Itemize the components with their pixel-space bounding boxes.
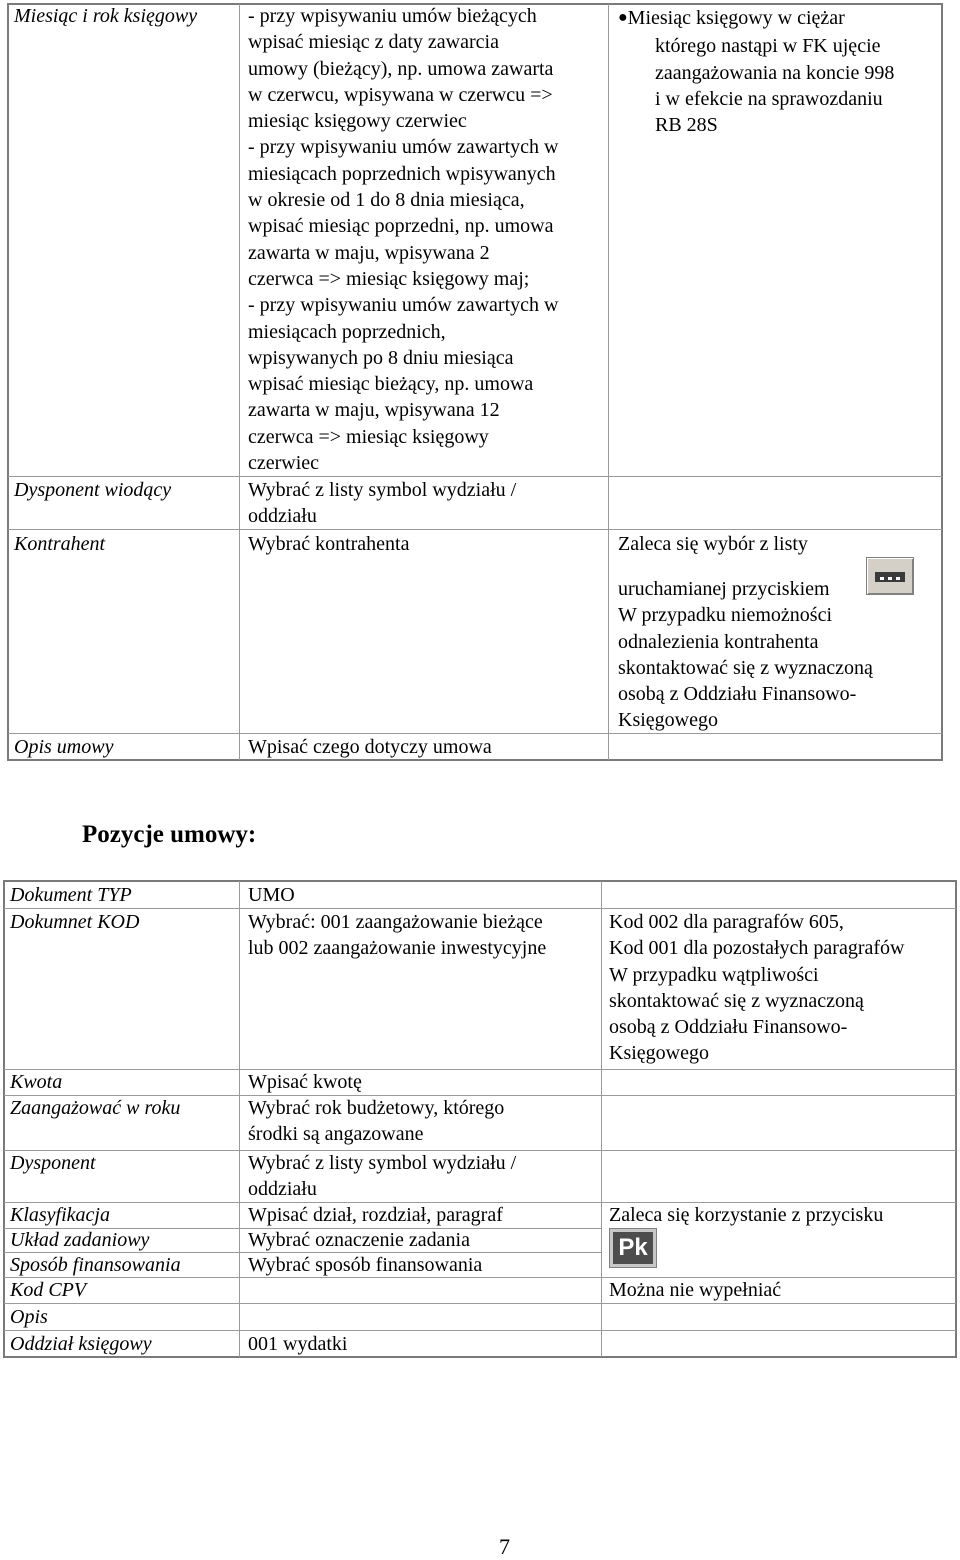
row-note-document-code bbox=[609, 909, 904, 1067]
field-label-accounting-month: Miesiąc i rok księgowy bbox=[14, 5, 198, 27]
instruction-line: wpisać miesiąc bieżący, np. umowa bbox=[248, 373, 534, 396]
instruction-line: wpisywanych po 8 dniu miesiąca bbox=[248, 346, 514, 369]
row-label-task-layout: Układ zadaniowy bbox=[10, 1229, 150, 1251]
note-line: Kod 002 dla paragrafów 605, bbox=[609, 911, 844, 933]
note-line: skontaktować się z wyznaczoną bbox=[609, 989, 864, 1012]
note-line: RB 28S bbox=[655, 114, 718, 137]
row-value-document-type: UMO bbox=[248, 884, 295, 906]
instruction-line: w okresie od 1 do 8 dnia miesiąca, bbox=[248, 189, 525, 212]
value-line: środki są angazowane bbox=[248, 1123, 424, 1146]
pk-button-icon bbox=[609, 1228, 657, 1268]
field-label-lead-disposer: Dysponent wiodący bbox=[14, 479, 172, 501]
instruction-line: - przy wpisywaniu umów zawartych w bbox=[248, 294, 559, 317]
value-line: oddziału bbox=[248, 1178, 317, 1201]
row-label-document-type: Dokument TYP bbox=[10, 884, 132, 906]
instruction-line: czerwiec bbox=[248, 452, 320, 475]
contractor-note bbox=[618, 576, 873, 734]
row-value-classification: Wpisać dział, rozdział, paragraf bbox=[248, 1204, 503, 1226]
instruction-line: wpisać miesiąc poprzedni, np. umowa bbox=[248, 215, 554, 238]
row-value-commit-year bbox=[248, 1095, 504, 1148]
note-line: osobą z Oddziału Finansowo- bbox=[618, 683, 857, 706]
row-label-classification: Klasyfikacja bbox=[10, 1204, 110, 1226]
note-line: W przypadku wątpliwości bbox=[609, 963, 819, 986]
instruction-line: wpisać miesiąc z daty zawarcia bbox=[248, 31, 499, 54]
note-line: Księgowego bbox=[618, 709, 718, 732]
row-value-accounting-branch: 001 wydatki bbox=[248, 1333, 348, 1355]
note-line: Kod 001 dla pozostałych paragrafów bbox=[609, 937, 905, 960]
instruction-line: zawarta w maju, wpisywana 12 bbox=[248, 399, 500, 422]
row-value-disposer bbox=[248, 1150, 516, 1203]
note-line: uruchamianej przyciskiem bbox=[618, 578, 830, 600]
section-heading: Pozycje umowy: bbox=[82, 821, 257, 848]
accounting-month-instruction bbox=[248, 3, 558, 476]
contract-description-instruction: Wpisać czego dotyczy umowa bbox=[248, 736, 492, 758]
note-line: odnalezienia kontrahenta bbox=[618, 630, 819, 653]
instruction-line: miesiącach poprzednich, bbox=[248, 320, 446, 343]
contractor-note-first: Zaleca się wybór z listy bbox=[618, 533, 808, 555]
row-value-financing-method: Wybrać sposób finansowania bbox=[248, 1254, 483, 1276]
table-divider bbox=[239, 4, 240, 760]
value-line: lub 002 zaangażowanie inwestycyjne bbox=[248, 937, 547, 960]
note-line: i w efekcie na sprawozdaniu bbox=[655, 87, 883, 110]
field-label-contractor: Kontrahent bbox=[14, 533, 106, 555]
page-number: 7 bbox=[499, 1534, 510, 1559]
lead-disposer-instruction bbox=[248, 477, 516, 530]
table-divider bbox=[239, 881, 240, 1357]
table-divider bbox=[608, 4, 609, 760]
instruction-line: czerwca => miesiąc księgowy bbox=[248, 425, 489, 448]
row-label-description: Opis bbox=[10, 1306, 48, 1328]
instruction-line: w czerwcu, wpisywana w czerwcu => bbox=[248, 83, 553, 106]
row-note-cpv-code: Można nie wypełniać bbox=[609, 1279, 782, 1301]
instruction-line: czerwca => miesiąc księgowy maj; bbox=[248, 267, 530, 290]
value-line: Wybrać z listy symbol wydziału / bbox=[248, 1152, 517, 1174]
ellipsis-icon bbox=[875, 572, 905, 582]
instruction-line: miesiącach poprzednich wpisywanych bbox=[248, 162, 556, 185]
instruction-line: oddziału bbox=[248, 505, 317, 528]
value-line: Wybrać: 001 zaangażowanie bieżące bbox=[248, 911, 543, 933]
row-label-amount: Kwota bbox=[10, 1071, 63, 1093]
note-line: którego nastąpi w FK ujęcie bbox=[655, 35, 881, 58]
contractor-instruction: Wybrać kontrahenta bbox=[248, 533, 410, 555]
note-line: skontaktować się z wyznaczoną bbox=[618, 656, 873, 679]
row-label-disposer: Dysponent bbox=[10, 1152, 96, 1174]
note-line: W przypadku niemożności bbox=[618, 604, 833, 627]
row-value-document-code bbox=[248, 909, 546, 962]
table-divider bbox=[601, 881, 602, 1357]
note-line: Księgowego bbox=[609, 1042, 709, 1065]
table-divider bbox=[4, 1069, 956, 1070]
note-line: Miesiąc księgowy w ciężar bbox=[627, 7, 845, 29]
note-line: osobą z Oddziału Finansowo- bbox=[609, 1016, 848, 1039]
row-value-task-layout: Wybrać oznaczenie zadania bbox=[248, 1229, 470, 1251]
instruction-line: miesiąc księgowy czerwiec bbox=[248, 110, 467, 133]
row-value-amount: Wpisać kwotę bbox=[248, 1071, 362, 1093]
row-label-commit-year: Zaangażować w roku bbox=[10, 1097, 181, 1119]
accounting-month-note bbox=[618, 5, 894, 138]
value-line: Wybrać rok budżetowy, którego bbox=[248, 1097, 505, 1119]
instruction-line: Wybrać z listy symbol wydziału / bbox=[248, 479, 517, 501]
bullet-icon: ● bbox=[618, 9, 628, 26]
row-label-document-code: Dokumnet KOD bbox=[10, 911, 140, 933]
row-label-accounting-branch: Oddział księgowy bbox=[10, 1333, 152, 1355]
instruction-line: zawarta w maju, wpisywana 2 bbox=[248, 241, 490, 264]
instruction-line: umowy (bieżący), np. umowa zawarta bbox=[248, 57, 554, 80]
instruction-line: - przy wpisywaniu umów bieżących bbox=[248, 5, 537, 27]
field-label-contract-description: Opis umowy bbox=[14, 736, 114, 758]
note-line: zaangażowania na koncie 998 bbox=[655, 61, 895, 84]
row-label-financing-method: Sposób finansowania bbox=[10, 1254, 181, 1276]
row-label-cpv-code: Kod CPV bbox=[10, 1279, 87, 1301]
pk-icon: Pk bbox=[613, 1232, 653, 1264]
instruction-line: - przy wpisywaniu umów zawartych w bbox=[248, 136, 559, 159]
row-note-classification: Zaleca się korzystanie z przycisku bbox=[609, 1204, 884, 1226]
table-divider bbox=[4, 1303, 956, 1304]
ellipsis-button-icon bbox=[866, 557, 914, 595]
